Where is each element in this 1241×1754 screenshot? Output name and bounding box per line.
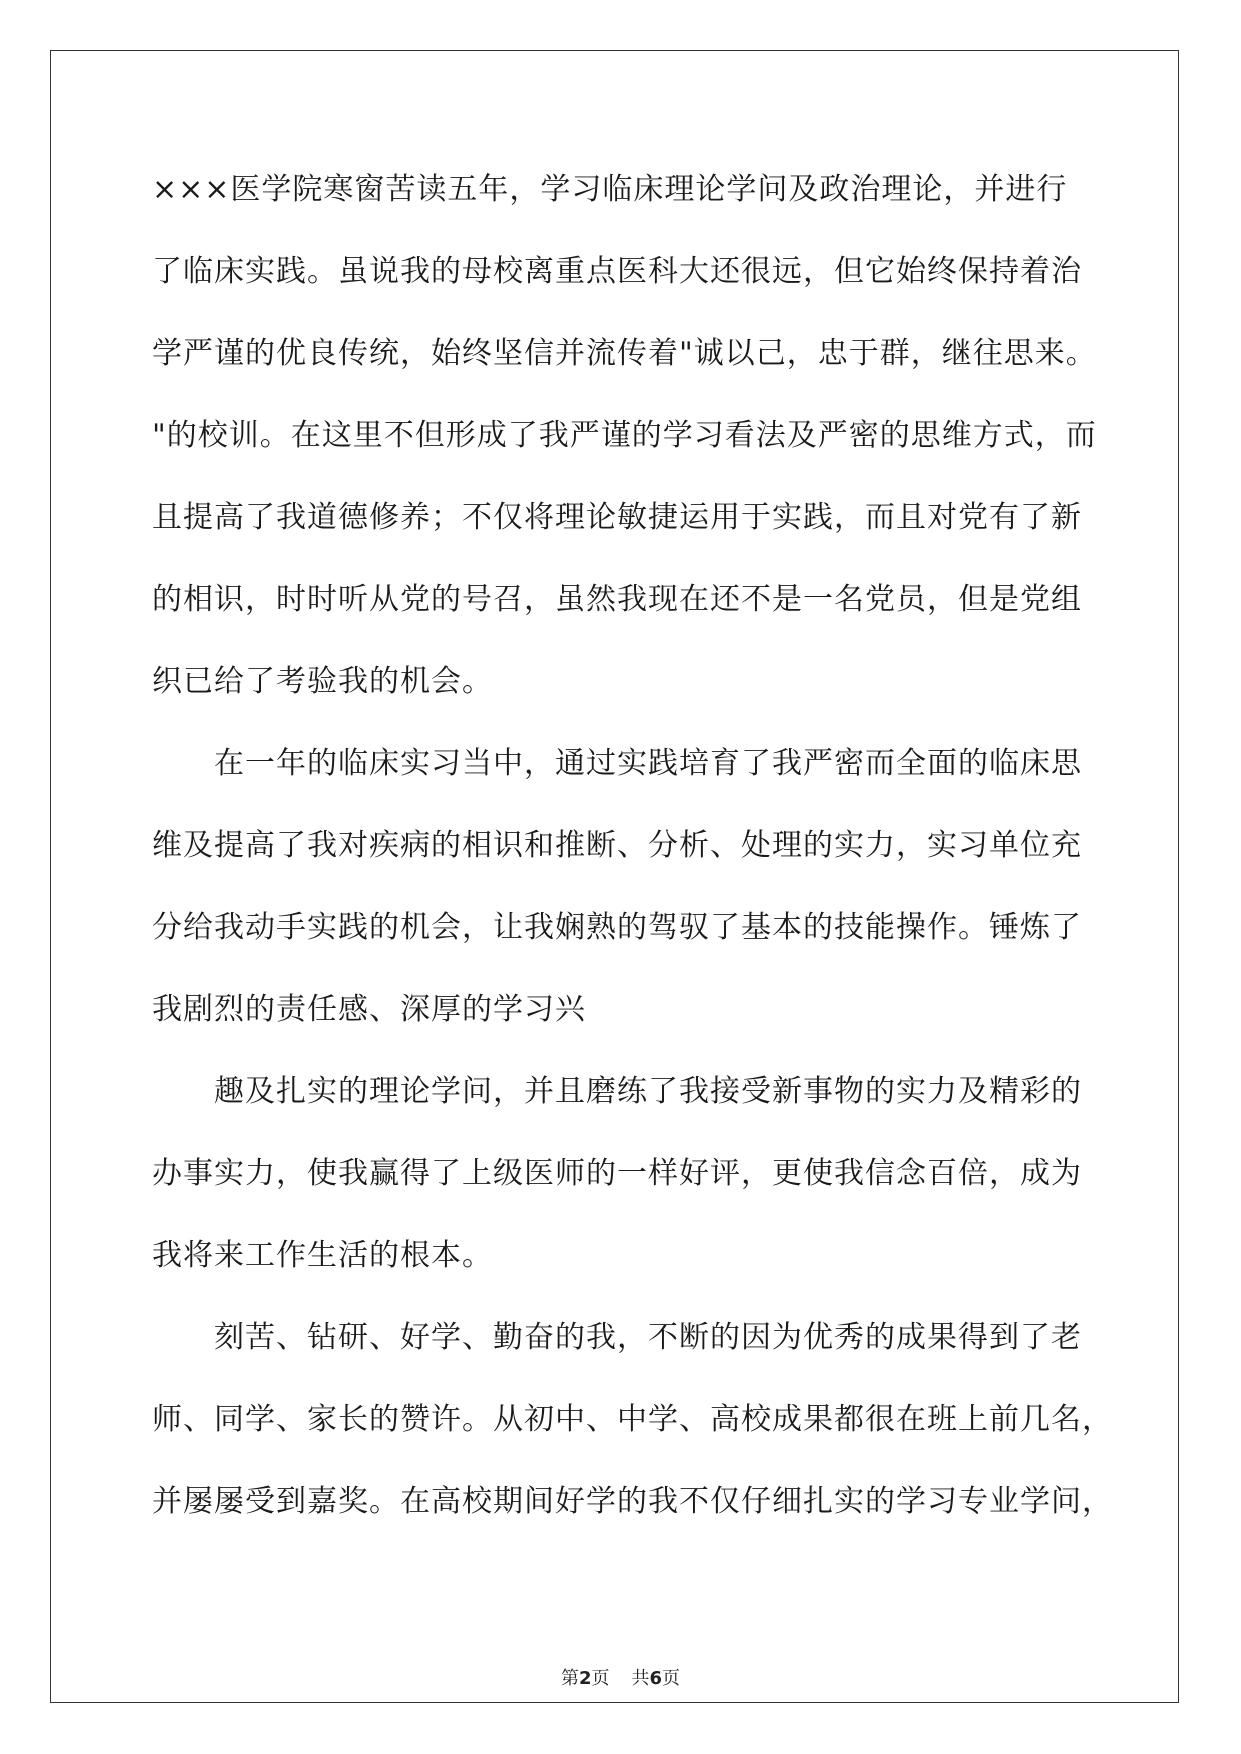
text-line: "的校训。在这里不但形成了我严谨的学习看法及严密的思维方式，而 bbox=[152, 418, 1097, 453]
text-line: 学严谨的优良传统，始终坚信并流传着"诚以己，忠于群，继往思来。 bbox=[152, 336, 1097, 371]
total-suffix: 页 bbox=[662, 1668, 681, 1689]
total-prefix: 共 bbox=[631, 1668, 650, 1689]
text-line: 办事实力，使我赢得了上级医师的一样好评，更使我信念百倍，成为 bbox=[152, 1156, 1082, 1191]
text-line: 且提高了我道德修养；不仅将理论敏捷运用于实践，而且对党有了新 bbox=[152, 500, 1082, 535]
text-line: 的相识，时时听从党的号召，虽然我现在还不是一名党员，但是党组 bbox=[152, 582, 1082, 617]
text-line: 我将来工作生活的根本。 bbox=[152, 1238, 493, 1273]
text-line: 维及提高了我对疾病的相识和推断、分析、处理的实力，实习单位充 bbox=[152, 828, 1082, 863]
document-body bbox=[152, 160, 1113, 1554]
total-pages: 6 bbox=[649, 1668, 663, 1689]
text-line: 师、同学、家长的赞许。从初中、中学、高校成果都很在班上前几名， bbox=[152, 1402, 1113, 1437]
paragraph-start-line: 趣及扎实的理论学问，并且磨练了我接受新事物的实力及精彩的 bbox=[214, 1074, 1082, 1109]
page-suffix: 页 bbox=[591, 1668, 610, 1689]
text-line: 织已给了考验我的机会。 bbox=[152, 664, 493, 699]
text-line: 我剧烈的责任感、深厚的学习兴 bbox=[152, 992, 586, 1027]
page-prefix: 第 bbox=[560, 1668, 579, 1689]
text-line: ×××医学院寒窗苦读五年，学习临床理论学问及政治理论，并进行 bbox=[152, 172, 1068, 207]
text-line: 并屡屡受到嘉奖。在高校期间好学的我不仅仔细扎实的学习专业学问， bbox=[152, 1484, 1113, 1519]
paragraph-start-line: 刻苦、钻研、好学、勤奋的我，不断的因为优秀的成果得到了老 bbox=[214, 1320, 1082, 1355]
paragraph-start-line: 在一年的临床实习当中，通过实践培育了我严密而全面的临床思 bbox=[214, 746, 1082, 781]
page-number: 2 bbox=[578, 1668, 592, 1689]
page-footer bbox=[0, 1664, 1241, 1690]
text-line: 分给我动手实践的机会，让我娴熟的驾驭了基本的技能操作。锤炼了 bbox=[152, 910, 1082, 945]
text-line: 了临床实践。虽说我的母校离重点医科大还很远，但它始终保持着治 bbox=[152, 254, 1082, 289]
